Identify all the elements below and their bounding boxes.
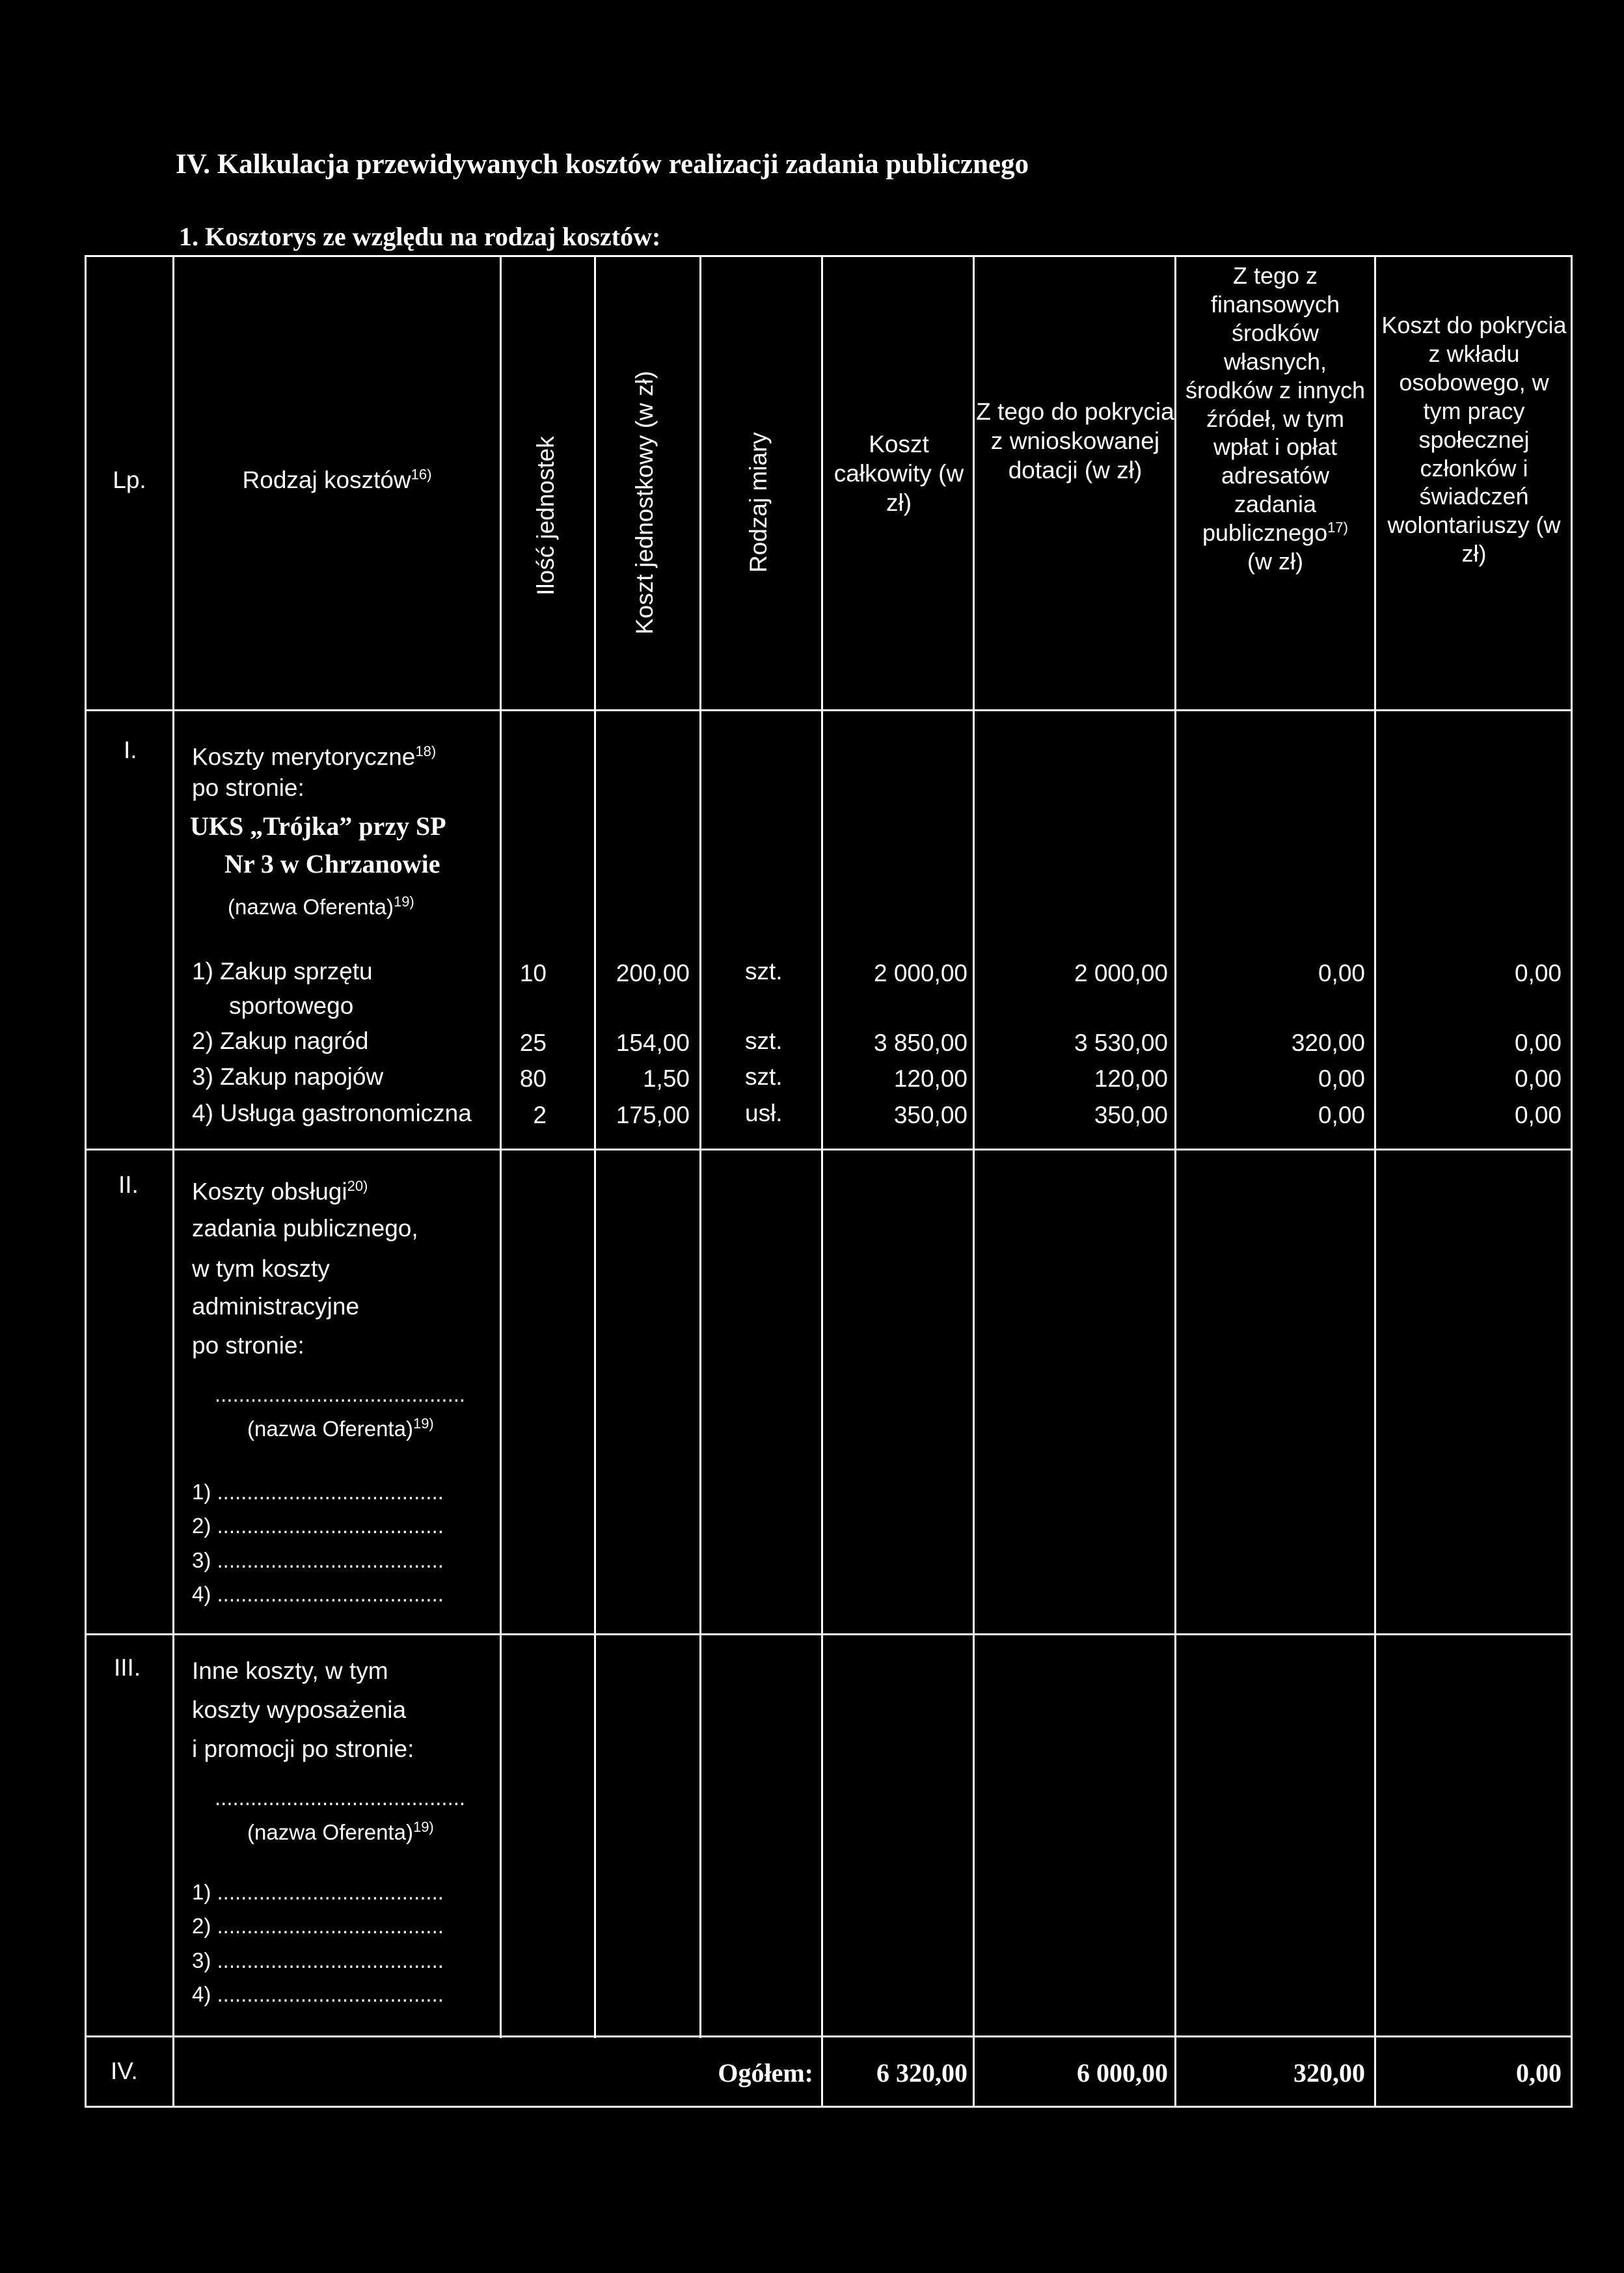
total-number: IV.: [111, 2058, 138, 2084]
section-1-note: [228, 884, 414, 925]
section-1-number: I.: [124, 737, 137, 763]
col-line-8: [1374, 255, 1376, 2108]
col-line-2: [500, 255, 502, 2038]
section-2-item-1: 1) ......................................: [192, 1480, 444, 1504]
header-total-cost: Koszt całkowity (w zł): [833, 431, 964, 517]
header-own-funds: [1181, 262, 1370, 576]
section-3-item-4: 4) ......................................: [192, 1982, 444, 2006]
section-2-line-4: administracyjne: [192, 1293, 360, 1320]
section-3-line-1: Inne koszty, w tym: [192, 1657, 388, 1684]
row-1-name-cont: sportowego: [229, 992, 354, 1019]
footnote-18: 18): [415, 743, 437, 759]
header-lp: Lp.: [113, 467, 146, 493]
total-cost: 6 320,00: [876, 2058, 968, 2088]
section-2-footnote: 19): [413, 1415, 434, 1432]
row-4-qty: 2: [533, 1102, 547, 1128]
col-line-1: [172, 255, 174, 2108]
section-3-line-2: koszty wyposażenia: [192, 1696, 407, 1723]
header-own-funds-label: Z tego z finansowych środków własnych, środków z innych źródeł, w tym wpłat i opłat adresatów zadania publicznego: [1185, 262, 1366, 547]
section-1-note-label: (nazwa Oferenta): [228, 895, 394, 919]
section-3-note-label: (nazwa Oferenta): [247, 1820, 413, 1844]
section-divider-3: [85, 2035, 1573, 2037]
footnote-16: 16): [411, 466, 432, 483]
section-3-number: III.: [114, 1654, 141, 1681]
section-1-title-label: Koszty merytoryczne: [192, 743, 416, 770]
row-1-measure: szt.: [745, 958, 783, 985]
section-2-line-3: w tym koszty: [192, 1255, 330, 1282]
section-3-line-3: i promocji po stronie:: [192, 1735, 414, 1762]
section-1-side: po stronie:: [192, 774, 304, 801]
header-cost-type: [174, 465, 500, 495]
total-label: Ogółem:: [718, 2058, 813, 2088]
total-personal: 0,00: [1516, 2058, 1562, 2088]
row-2-grant: 3 530,00: [1074, 1029, 1168, 1056]
section-2-line-2: zadania publicznego,: [192, 1215, 418, 1242]
header-divider: [85, 709, 1573, 711]
header-unit-count: Ilość jednostek: [532, 436, 559, 595]
row-2-total: 3 850,00: [873, 1029, 968, 1056]
row-3-personal: 0,00: [1514, 1065, 1562, 1092]
section-divider-2: [85, 1633, 1573, 1635]
row-3-grant: 120,00: [1094, 1065, 1168, 1092]
section-3-dots: ..........................................: [215, 1786, 466, 1810]
section-3-item-1: 1) ......................................: [192, 1880, 444, 1904]
header-grant: Z tego do pokrycia z wnioskowanej dotacji (w zł): [976, 398, 1174, 484]
organization-name-line-1: UKS „Trójka” przy SP: [190, 811, 446, 841]
section-2-note: [247, 1406, 434, 1447]
section-3-item-3: 3) ......................................: [192, 1948, 444, 1972]
header-unit-cost: Koszt jednostkowy (w zł): [631, 370, 658, 634]
row-2-measure: szt.: [745, 1028, 783, 1054]
row-3-qty: 80: [519, 1065, 547, 1092]
col-line-4: [699, 255, 701, 2038]
section-2-title-label: Koszty obsługi: [192, 1178, 347, 1205]
row-1-unit-cost: 200,00: [616, 960, 690, 987]
header-measure-type: Rodzaj miary: [745, 432, 772, 573]
table-border-bottom: [85, 2106, 1573, 2108]
footnote-17: 17): [1327, 519, 1348, 536]
section-2-item-4: 4) ......................................: [192, 1582, 444, 1606]
page-title: IV. Kalkulacja przewidywanych kosztów realizacji zadania publicznego: [176, 149, 1029, 180]
row-2-name: 2) Zakup nagród: [192, 1028, 369, 1054]
row-1-qty: 10: [519, 960, 547, 987]
section-2-title: [192, 1168, 368, 1210]
row-3-unit-cost: 1,50: [642, 1065, 690, 1092]
col-line-6: [973, 255, 975, 2108]
row-1-own: 0,00: [1318, 960, 1365, 987]
row-1-grant: 2 000,00: [1074, 960, 1168, 987]
section-subtitle: 1. Kosztorys ze względu na rodzaj kosztów:: [179, 222, 661, 251]
total-grant: 6 000,00: [1077, 2058, 1168, 2088]
row-2-unit-cost: 154,00: [616, 1029, 690, 1056]
section-2-number: II.: [118, 1171, 139, 1198]
col-line-9: [1571, 255, 1573, 2108]
col-line-3: [594, 255, 596, 2038]
row-4-own: 0,00: [1318, 1102, 1365, 1128]
organization-name-line-2: Nr 3 w Chrzanowie: [224, 849, 440, 878]
row-1-total: 2 000,00: [873, 960, 968, 987]
row-2-qty: 25: [519, 1029, 547, 1056]
row-1-name: 1) Zakup sprzętu: [192, 958, 373, 985]
row-1-personal: 0,00: [1514, 960, 1562, 987]
section-2-item-2: 2) ......................................: [192, 1514, 444, 1538]
section-2-line-5: po stronie:: [192, 1332, 304, 1359]
col-line-5: [821, 255, 823, 2108]
section-1-title: [192, 733, 436, 775]
section-3-footnote: 19): [413, 1819, 434, 1835]
row-4-total: 350,00: [893, 1102, 968, 1128]
col-line-7: [1174, 255, 1176, 2108]
row-2-personal: 0,00: [1514, 1029, 1562, 1056]
header-own-funds-unit: (w zł): [1247, 548, 1303, 575]
row-3-measure: szt.: [745, 1063, 783, 1090]
section-2-dots: ..........................................: [215, 1382, 466, 1406]
total-own: 320,00: [1293, 2058, 1365, 2088]
section-3-note: [247, 1809, 434, 1851]
section-divider-1: [85, 1149, 1573, 1150]
col-line-0: [85, 255, 87, 2108]
row-4-personal: 0,00: [1514, 1102, 1562, 1128]
footnote-19: 19): [393, 893, 414, 910]
header-personal-contribution: Koszt do pokrycia z wkładu osobowego, w tym pracy społecznej członków i świadczeń wolontariuszy (w zł): [1381, 312, 1567, 567]
row-4-grant: 350,00: [1094, 1102, 1168, 1128]
row-2-own: 320,00: [1291, 1029, 1365, 1056]
row-3-name: 3) Zakup napojów: [192, 1063, 384, 1090]
section-2-note-label: (nazwa Oferenta): [247, 1417, 413, 1441]
table-border-top: [85, 255, 1573, 257]
row-4-measure: usł.: [745, 1100, 783, 1126]
row-3-total: 120,00: [893, 1065, 968, 1092]
row-4-unit-cost: 175,00: [616, 1102, 690, 1128]
section-2-item-3: 3) ......................................: [192, 1548, 444, 1572]
footnote-20: 20): [347, 1178, 368, 1194]
row-3-own: 0,00: [1318, 1065, 1365, 1092]
section-3-item-2: 2) ......................................: [192, 1914, 444, 1938]
row-4-name: 4) Usługa gastronomiczna: [192, 1100, 472, 1126]
header-cost-type-label: Rodzaj kosztów: [242, 467, 411, 493]
